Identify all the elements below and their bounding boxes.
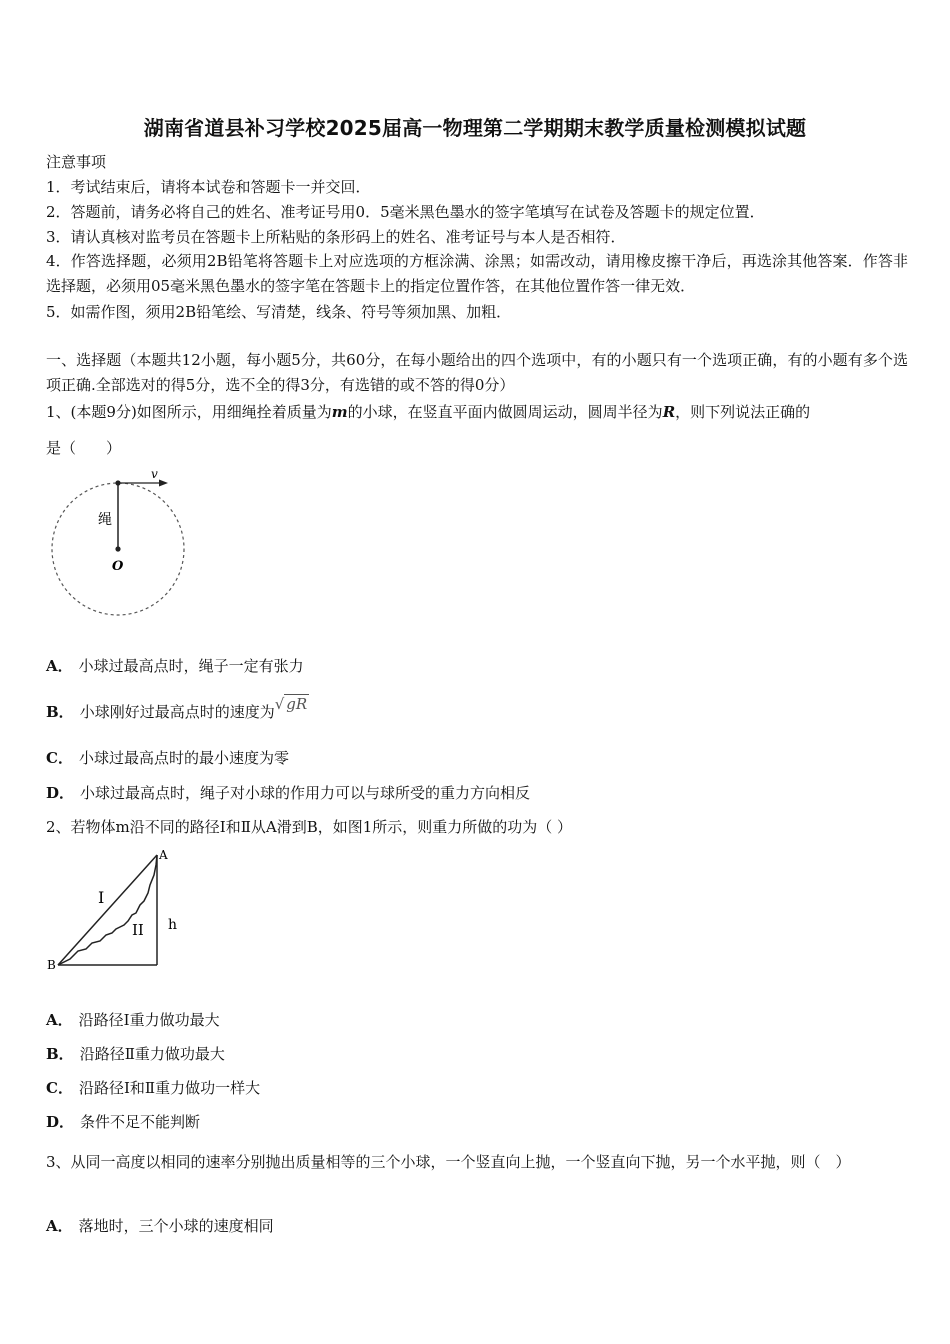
q1-option-b: [46, 695, 309, 722]
option-text: 小球过最高点时的最小速度为零: [78, 749, 289, 767]
center-dot: [115, 546, 120, 551]
option-letter: A．: [46, 1217, 73, 1235]
q1-stem-part: ，则下列说法正确的: [675, 403, 811, 421]
section-heading: 一、选择题（本题共12小题，每小题5分，共60分，在每小题给出的四个选项中，有的小题只有一个选项正确，有的小题有多个选项正确.全部选对的得5分，选不全的得3分，有选错的或不答的得0分）: [46, 351, 908, 394]
option-letter: D．: [46, 1113, 75, 1131]
option-text: 沿路径Ⅰ重力做功最大: [78, 1011, 220, 1029]
page-title: 湖南省道县补习学校2025届高一物理第二学期期末教学质量检测模拟试题: [143, 116, 807, 140]
notice-item: 1．考试结束后，请将本试卷和答题卡一并交回．: [46, 178, 371, 196]
option-letter: C．: [46, 1079, 73, 1097]
notice-heading: 注意事项: [46, 153, 107, 171]
q2-option-a: [46, 1010, 220, 1030]
q1-stem-part: 的小球，在竖直平面内做圆周运动，圆周半径为: [347, 403, 663, 421]
option-text: 沿路径Ⅱ重力做功最大: [79, 1045, 225, 1063]
question-2-stem: 2、若物体m沿不同的路径Ⅰ和Ⅱ从A滑到B，如图1所示，则重力所做的功为（ ）: [46, 818, 573, 836]
q1-stem-part: 1、(本题9分)如图所示，用细绳拴着质量为: [46, 403, 332, 421]
path-one: [58, 855, 157, 965]
question-1-stem: [46, 402, 810, 422]
velocity-arrowhead: [159, 480, 168, 487]
q1-option-c: [46, 748, 289, 768]
q2-option-b: [46, 1044, 225, 1064]
option-text: 沿路径Ⅰ和Ⅱ重力做功一样大: [78, 1079, 261, 1097]
q1-option-d: [46, 783, 530, 803]
notice-item: 3．请认真核对监考员在答题卡上所粘贴的条形码上的姓名、准考证号与本人是否相符．: [46, 228, 626, 246]
option-text: 小球刚好过最高点时的速度为: [79, 703, 275, 721]
q1-option-a: [46, 656, 304, 676]
q1-stem-part: 是（ ）: [46, 439, 122, 457]
option-text: 条件不足不能判断: [80, 1113, 201, 1131]
option-letter: D．: [46, 784, 75, 802]
option-letter: C．: [46, 749, 73, 767]
sqrt-expression: √ gR: [274, 695, 308, 713]
point-b-label: B: [47, 958, 56, 972]
rope-label: 绳: [98, 512, 112, 528]
point-a-label: A: [159, 848, 168, 862]
option-letter: A．: [46, 657, 73, 675]
velocity-label: v: [151, 467, 158, 481]
circle-motion-figure: [46, 466, 191, 624]
option-letter: B．: [46, 703, 74, 721]
option-letter: B．: [46, 1045, 74, 1063]
notice-item: 4．作答选择题，必须用2B铅笔将答题卡上对应选项的方框涂满、涂黑；如需改动，请用橡皮擦干净后，再选涂其他答案．作答非选择题，必须用05毫米黑色墨水的签字笔在答题卡上的指定位置作答，在其他位置作答一律无效．: [46, 252, 908, 295]
option-letter: A．: [46, 1011, 73, 1029]
center-label: O: [112, 559, 124, 574]
path-one-label: I: [98, 888, 105, 907]
height-label: h: [168, 917, 178, 933]
sqrt-radicand: gR: [286, 695, 308, 713]
incline-paths-figure: [44, 845, 194, 975]
q2-option-c: [46, 1078, 260, 1098]
q1-mass-symbol: m: [331, 403, 348, 421]
notice-item: 2．答题前，请务必将自己的姓名、准考证号用0．5毫米黑色墨水的签字笔填写在试卷及答题卡的规定位置．: [46, 203, 765, 221]
option-text: 小球过最高点时，绳子一定有张力: [78, 657, 304, 675]
q2-option-d: [46, 1112, 200, 1132]
q1-radius-symbol: R: [662, 403, 676, 421]
option-text: 小球过最高点时，绳子对小球的作用力可以与球所受的重力方向相反: [80, 784, 531, 802]
notice-item: 5．如需作图，须用2B铅笔绘、写清楚，线条、符号等须加黑、加粗．: [46, 303, 512, 321]
q3-option-a: [46, 1216, 274, 1236]
question-3-stem: 3、从同一高度以相同的速率分别抛出质量相等的三个小球，一个竖直向上抛，一个竖直向下抛，另一个水平抛，则（ ）: [46, 1153, 851, 1171]
path-two-label: II: [132, 921, 144, 939]
option-text: 落地时，三个小球的速度相同: [78, 1217, 274, 1235]
